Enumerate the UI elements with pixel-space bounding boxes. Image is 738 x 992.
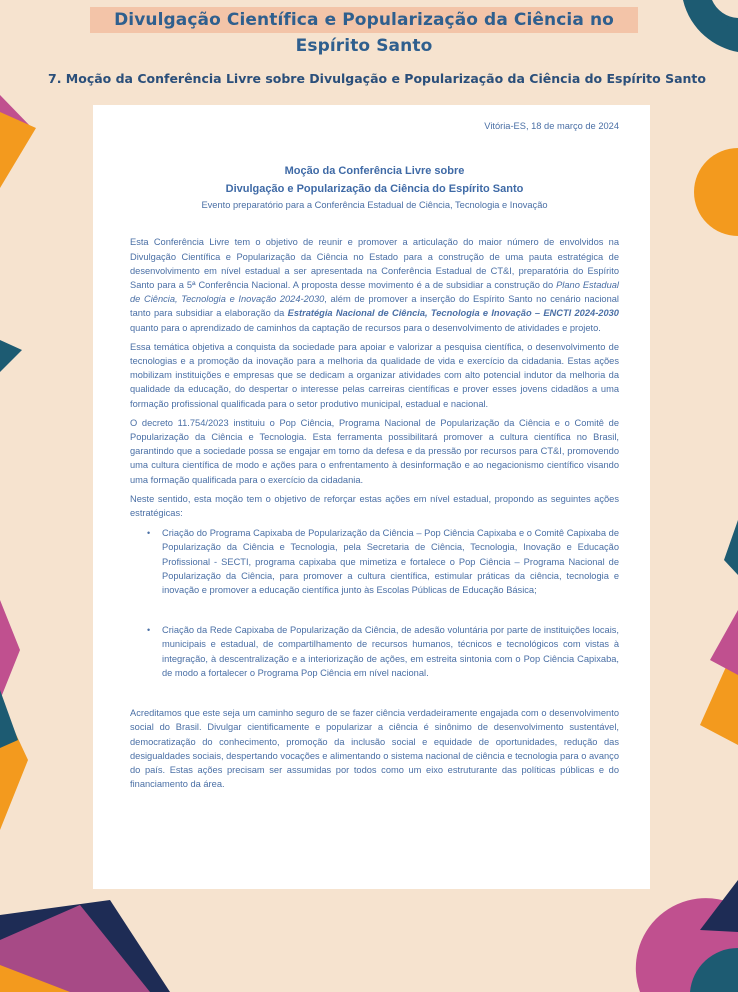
document-title: [130, 162, 619, 198]
paragraph-theme: Essa temática objetiva a conquista da sociedade para apoiar e valorizar a pesquisa científica, o desenvolvimento de tecnologias e a promoção da inovação para a melhoria da qualidade de vida e exercício da cidadania. Estas ações mobilizam instituições e empresas que se dedicam a organizar atividades com alto potencial indutor da melhoria da qualidade da educação, do despertar o interesse pelas carreiras científicas e prover esses jovens cidadãos a uma formação profissional qualificada para o setor produtivo municipal, estadual e nacional.: [130, 341, 619, 409]
bullet1-pop-capixaba: Pop Ciência Capixaba: [424, 528, 517, 539]
bullet-icon: •: [147, 528, 151, 539]
bullet1-committee: Comitê Capixaba de Popularização da Ciência e Tecnologia: [162, 528, 619, 553]
bullet1-text-g: , pela Secretaria de Ciência, Tecnologia, Inovação e Educação Profissional - SECTI, programa capixaba que mimetiza e fortalece o: [162, 542, 619, 567]
document-page: [93, 105, 650, 889]
bullet1-text-k: , para promover a cultura científica, estimular práticas da ciência, tecnologia e inovação e promover a educação científica junto às Escolas Públicas de Educação Básica;: [162, 570, 619, 596]
section-heading: 7. Moção da Conferência Livre sobre Divulgação e Popularização da Ciência do Espírito Santo: [48, 71, 706, 86]
bullet1-text-a: Criação do: [162, 528, 210, 539]
list-item: [147, 526, 619, 597]
bullet1-dash-2: –: [510, 556, 524, 567]
bullet1-text-e: e o: [516, 528, 535, 539]
teal-left-lower-shape: [0, 690, 18, 748]
bullet-icon: •: [147, 625, 151, 636]
magenta-left-mid-shape: [0, 600, 20, 700]
paragraph-conclusion: Acreditamos que este seja um caminho seguro de se fazer ciência verdadeiramente engajada com o desenvolvimento social do Brasil. Divulgar cientificamente e popularizar a ciência é sinônimo de desenvolvimento sustentável, democratização do conhecimento, promoção da inclusão social e equidade de oportunidades, redução das desigualdades sociais, despertando vocações e alimentando o sistema nacional de ciência e tecnologia para o avanço do país. Estas ações precisam ser assumidas por todos como um eixo estruturante das políticas públicas e do financiamento da área.: [130, 708, 619, 790]
intro-text-1: Esta Conferência Livre tem o objetivo de reunir e promover a articulação do maior número de envolvidos na Divulgação Científica e Popularização da Ciência no Estado para a construção de uma pauta estratégica de desenvolvimento em nível estadual a ser apresentada na Conferência Estadual de CT&I, preparatória do Espírito Santo para a 5ª Conferência Nacional. A proposta desse movimento é a de subsidiar a construção do: [130, 237, 619, 291]
bullet1-dash-1: –: [413, 528, 425, 539]
bullet2-text-a: Criação da: [162, 625, 210, 636]
paragraph-decree: O decreto 11.754/2023 instituiu o Pop Ciência, Programa Nacional de Popularização da Ciência e o Comitê de Popularização da Ciência e Tecnologia. Esta ferramenta possibilitará promover a cultura científica no Brasil, garantindo que a sociedade possa se engajar em torno da defesa e da pressão por recursos para CT&I, promovendo uma cultura científica de modo e ações para o enfrentamento à desinformação e ao negacionismo científico visando uma formação qualificada para o exercício da cidadania.: [130, 417, 619, 485]
magenta-right-shape: [710, 610, 738, 675]
document-title-line-2: Divulgação e Popularização da Ciência do Espírito Santo: [225, 183, 524, 196]
orange-half-circle-shape: [694, 148, 738, 236]
intro-encti-title: Estratégia Nacional de Ciência, Tecnologia e Inovação – ENCTI 2024-2030: [287, 308, 619, 319]
strategic-actions-list: [130, 526, 619, 680]
intro-plan-title: Plano Estadual de Ciência, Tecnologia e Inovação 2024-2030: [130, 280, 619, 305]
paragraph-intro: [130, 235, 619, 334]
intro-text-2: , além de promover a inserção do Espírito Santo no cenário nacional tanto para subsidiar a elaboração da: [130, 294, 619, 319]
teal-right-shape: [724, 520, 738, 575]
intro-text-3: quanto para o aprendizado de caminhos da captação de recursos para o desenvolvimento de atividades e projeto.: [130, 322, 601, 333]
document-title-line-1: Moção da Conferência Livre sobre: [284, 165, 465, 178]
bullet2-network-name: Rede Capixaba de Popularização da Ciência: [209, 625, 396, 636]
document-subtitle: Evento preparatório para a Conferência Estadual de Ciência, Tecnologia e Inovação: [201, 200, 548, 211]
bullet1-program-name: Programa Capixaba de Popularização da Ciência: [209, 528, 414, 539]
bullet2-text-c: , de adesão voluntária por parte de instituições locais, municipais e estadual, de compartilhamento de recursos humanos, técnicos e tecnológicos com vistas à integração, à descentralização e a interiorização de ações, em estreita sintonia com o Pop Ciência Capixaba, de modo a fortalecer o Programa Pop Ciência em nível nacional.: [162, 625, 619, 678]
orange-triangle-shape: [0, 112, 36, 188]
list-item: [147, 623, 619, 680]
document-date: Vitória-ES, 18 de março de 2024: [484, 121, 619, 131]
banner-title: Divulgação Científica e Popularização da Ciência no Espírito Santo: [90, 7, 638, 33]
paragraph-objective: Neste sentido, esta moção tem o objetivo de reforçar estas ações em nível estadual, propondo as seguintes ações estratégicas:: [130, 493, 619, 519]
bullet1-national-program: Programa Nacional de Popularização da Ciência: [162, 556, 619, 581]
bullet1-pop-ciencia: Pop Ciência: [458, 556, 511, 567]
teal-triangle-shape: [0, 340, 22, 372]
